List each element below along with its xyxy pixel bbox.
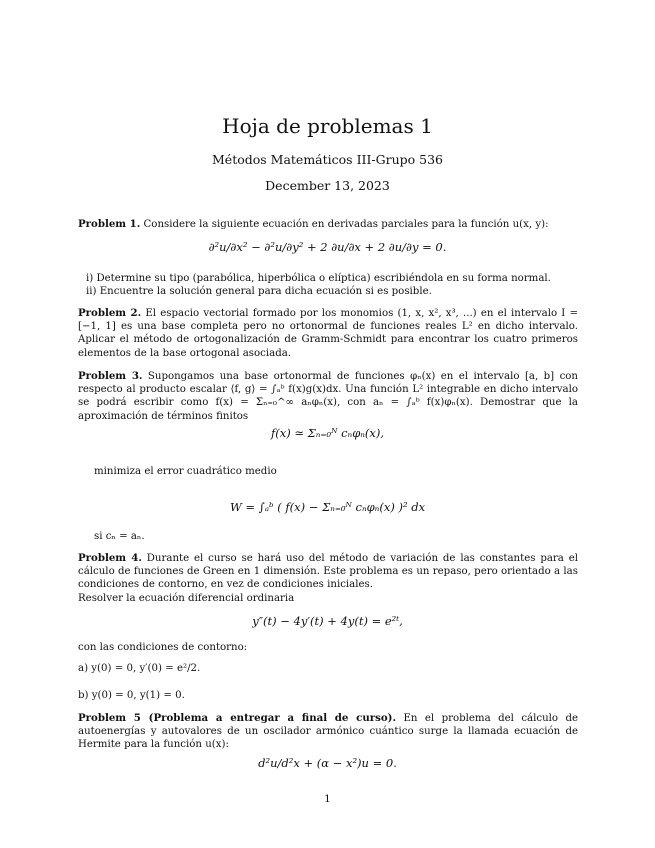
problem-4-condition-a: a) y(0) = 0, y′(0) = e²/2. xyxy=(78,663,201,674)
problem-4-text-2: Resolver la ecuación diferencial ordinaria xyxy=(78,593,295,604)
problem-4-mid: con las condiciones de contorno: xyxy=(78,642,248,653)
problem-2-text: El espacio vectorial formado por los monomios (1, x, x², x³, ...) en el intervalo I = [−1, 1] es una base completa pero no ortonormal de funciones reales L² en dicho intervalo. Aplicar el método de ortogonalización de Gramm-Schmidt para encontrar los cuatro primeros elementos de la base ortogonal asociada. xyxy=(78,308,578,359)
problem-5-label: Problem 5 (Problema a entregar a final de curso). xyxy=(78,712,397,724)
problem-4-equation: y″(t) − 4y′(t) + 4y(t) = e²ᵗ, xyxy=(252,614,403,628)
problem-1 xyxy=(78,218,578,231)
problem-4-condition-b: b) y(0) = 0, y(1) = 0. xyxy=(78,690,185,701)
problem-3-end: si cₙ = aₙ. xyxy=(94,531,145,542)
problem-2 xyxy=(78,307,578,360)
problem-1-item-1: i) Determine su tipo (parabólica, hiperbólica o elíptica) escribiéndola en su forma normal. xyxy=(86,273,551,284)
problem-3-text: Supongamos una base ortonormal de funciones φₙ(x) en el intervalo [a, b] con respecto al producto escalar ⟨f, g⟩ = ∫ₐᵇ f(x)g(x)dx. Una función L² integrable en dicho intervalo se podrá escribir como f(x) = Σₙ₌₀^∞ aₙφₙ(x), con aₙ = ∫ₐᵇ f(x)φₙ(x). Demostrar que la aproximación de términos finitos xyxy=(78,371,578,422)
problem-4-label: Problem 4. xyxy=(78,552,142,564)
subtitle: Métodos Matemáticos III-Grupo 536 xyxy=(212,152,443,167)
problem-1-label: Problem 1. xyxy=(78,218,141,230)
problem-2-label: Problem 2. xyxy=(78,307,142,319)
problem-3-equation-2: W = ∫ₐᵇ ( f(x) − Σₙ₌₀ᴺ cₙφₙ(x) )² dx xyxy=(229,500,426,514)
problem-4-text: Durante el curso se hará uso del método de variación de las constantes para el cálculo de funciones de Green en 1 dimensión. Este problema es un repaso, pero orientado a las condiciones de contorno, en vez de condiciones iniciales. xyxy=(78,553,579,591)
problem-5 xyxy=(78,712,578,752)
problem-3-mid: minimiza el error cuadrático medio xyxy=(94,466,277,477)
date: December 13, 2023 xyxy=(265,178,390,193)
page-title: Hoja de problemas 1 xyxy=(222,114,433,138)
problem-3-label: Problem 3. xyxy=(78,370,143,382)
problem-5-equation: d²u/d²x + (α − x²)u = 0. xyxy=(258,756,397,770)
problem-1-equation: ∂²u/∂x² − ∂²u/∂y² + 2 ∂u/∂x + 2 ∂u/∂y = 0. xyxy=(208,240,447,254)
problem-4 xyxy=(78,552,578,592)
problem-1-text: Considere la siguiente ecuación en derivadas parciales para la función u(x, y): xyxy=(143,219,549,230)
problem-1-item-2: ii) Encuentre la solución general para dicha ecuación si es posible. xyxy=(86,286,432,297)
problem-3-equation-1: f(x) ≃ Σₙ₌₀ᴺ cₙφₙ(x), xyxy=(270,426,385,440)
problem-3 xyxy=(78,370,578,423)
page-number: 1 xyxy=(324,793,331,805)
problem-5-text: En el problema del cálculo de autoenergías y autovalores de un oscilador armónico cuántico surge la llamada ecuación de Hermite para la función u(x): xyxy=(78,713,578,751)
